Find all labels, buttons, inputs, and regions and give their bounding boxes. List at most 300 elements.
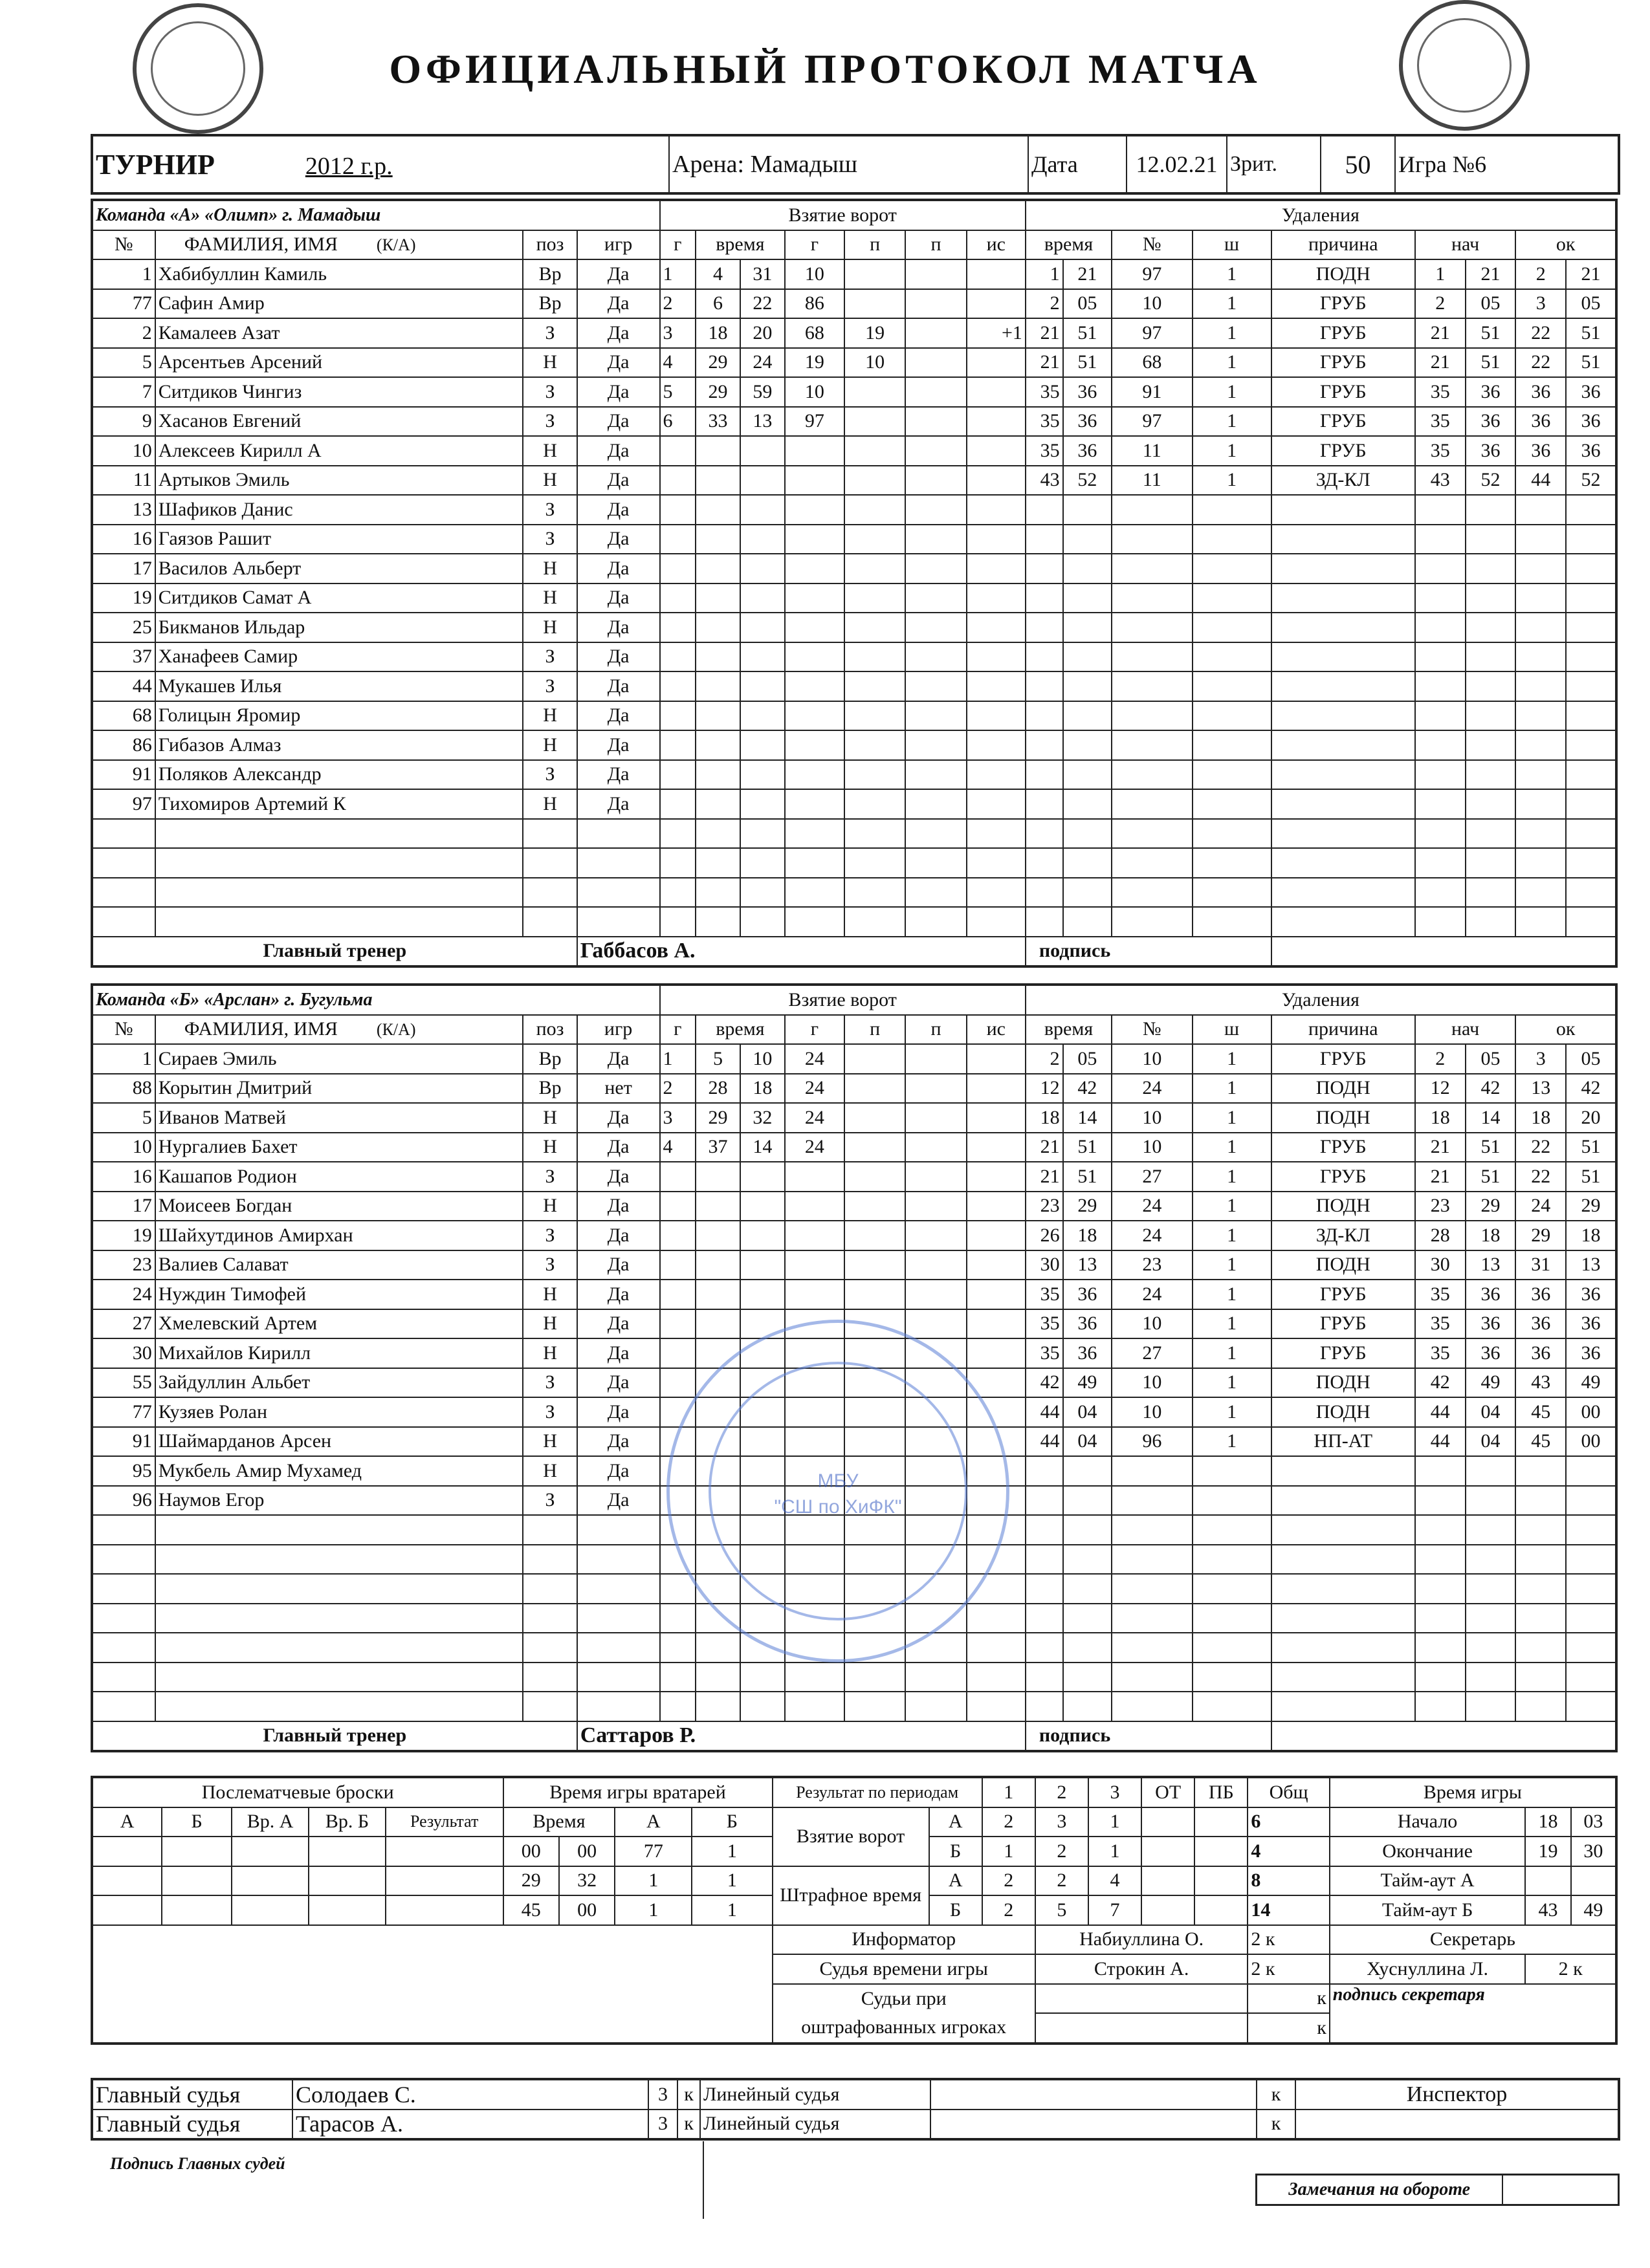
penalty-start-min: 35	[1415, 1309, 1466, 1339]
table-row	[92, 907, 1616, 937]
player-number: 13	[92, 495, 155, 525]
player-name: Кузяев Ролан	[155, 1397, 523, 1427]
penalty-end-min	[1515, 878, 1566, 908]
goal-scorer	[785, 1250, 844, 1280]
goal-assist-1	[844, 1692, 905, 1721]
penalty-start-sec	[1466, 878, 1516, 908]
player-played: Да	[577, 525, 660, 554]
player-played: Да	[577, 1338, 660, 1368]
goal-second	[740, 1692, 785, 1721]
penalty-player: 24	[1112, 1074, 1192, 1104]
goal-second	[740, 1192, 785, 1221]
table-row	[92, 377, 1616, 407]
player-number	[92, 1604, 155, 1633]
goal-assist-1	[844, 1103, 905, 1133]
goal-number	[660, 1368, 696, 1398]
goal-number	[660, 730, 696, 760]
notes-label: Замечания на обороте	[1257, 2175, 1502, 2205]
player-position	[523, 1545, 577, 1575]
game-number: Игра №6	[1395, 135, 1619, 193]
goal-second	[740, 1162, 785, 1192]
player-number: 5	[92, 348, 155, 378]
penalty-end-min	[1515, 1456, 1566, 1486]
gk-row-min: 45	[503, 1895, 559, 1925]
player-played: Да	[577, 259, 660, 289]
goal-situation	[967, 1192, 1026, 1221]
inspector-label: Инспектор	[1295, 2079, 1619, 2110]
secretary-category: 2	[1558, 1957, 1568, 1979]
gk-row-a: 1	[615, 1866, 692, 1896]
penalty-end-min	[1515, 1633, 1566, 1663]
goal-situation: +1	[967, 318, 1026, 348]
goal-minute: 28	[696, 1074, 740, 1104]
player-played: Да	[577, 1368, 660, 1398]
penalty-start-sec: 29	[1466, 1192, 1516, 1221]
penalty-reason: НП-АТ	[1271, 1427, 1415, 1457]
goal-minute: 4	[696, 259, 740, 289]
penalty-start-min	[1415, 1515, 1466, 1545]
period-1-header: 1	[982, 1777, 1035, 1807]
penalty-end-sec: 51	[1566, 318, 1616, 348]
goal-assist-1	[844, 1250, 905, 1280]
penalty-second: 51	[1063, 1162, 1112, 1192]
penalty-player	[1112, 819, 1192, 849]
goal-assist-1	[844, 907, 905, 937]
goal-assist-2	[905, 1663, 966, 1692]
penalty-end-sec	[1566, 613, 1616, 642]
penalty-minutes: 1	[1193, 1368, 1271, 1398]
penalty-reason: ПОДН	[1271, 1192, 1415, 1221]
player-number: 96	[92, 1486, 155, 1516]
penalty-minutes	[1193, 1456, 1271, 1486]
goal-situation	[967, 1604, 1026, 1633]
player-played	[577, 1515, 660, 1545]
player-played: Да	[577, 289, 660, 319]
table-row	[92, 318, 1616, 348]
penalty-end-sec: 00	[1566, 1397, 1616, 1427]
goal-assist-1	[844, 1663, 905, 1692]
penalty-second: 18	[1063, 1221, 1112, 1250]
player-played	[577, 1574, 660, 1604]
penalty-start-min: 35	[1415, 436, 1466, 466]
penalty-end-min: 36	[1515, 1280, 1566, 1309]
penalty-second	[1063, 642, 1112, 672]
player-position: Н	[523, 1192, 577, 1221]
goal-number	[660, 554, 696, 583]
end-minute: 30	[1571, 1837, 1616, 1866]
penalty-minutes	[1193, 789, 1271, 819]
penalty-minutes	[1193, 1633, 1271, 1663]
goal-assist-2	[905, 466, 966, 496]
penalty-minute: 35	[1026, 1338, 1063, 1368]
penalty-reason: ГРУБ	[1271, 1309, 1415, 1339]
penalty-reason	[1271, 613, 1415, 642]
player-played: Да	[577, 642, 660, 672]
penalty-player: 68	[1112, 348, 1192, 378]
penalty-minute: 2	[1026, 1044, 1063, 1074]
player-number	[92, 878, 155, 908]
col-penalty-end: ок	[1515, 230, 1616, 260]
penalty-end-sec	[1566, 730, 1616, 760]
end-label: Окончание	[1330, 1837, 1526, 1866]
main-referee-1: Солодаев С.	[292, 2079, 648, 2110]
penalty-start-sec: 36	[1466, 407, 1516, 437]
penalty-reason: ПОДН	[1271, 1074, 1415, 1104]
table-row	[92, 259, 1616, 289]
col-penalty-player: №	[1112, 230, 1192, 260]
penalty-minute	[1026, 554, 1063, 583]
penalty-end-sec	[1566, 878, 1616, 908]
player-played: Да	[577, 671, 660, 701]
penalty-end-min	[1515, 613, 1566, 642]
penalty-end-min: 36	[1515, 377, 1566, 407]
player-name: Шафиков Данис	[155, 495, 523, 525]
penalty-minute	[1026, 848, 1063, 878]
player-played: Да	[577, 1162, 660, 1192]
player-played: Да	[577, 1427, 660, 1457]
col-name	[155, 1015, 523, 1045]
penalty-player	[1112, 1633, 1192, 1663]
goal-number	[660, 495, 696, 525]
player-position: Н	[523, 789, 577, 819]
penalty-minute	[1026, 760, 1063, 790]
player-name: Нургалиев Бахет	[155, 1133, 523, 1162]
penalty-reason	[1271, 1545, 1415, 1575]
penbox-k-2: к	[1248, 2013, 1329, 2044]
goal-second: 32	[740, 1103, 785, 1133]
main-referee-label: Главный судья	[92, 2110, 292, 2140]
goal-assist-1	[844, 466, 905, 496]
goal-minute	[696, 1192, 740, 1221]
spectators-label: Зрит.	[1227, 135, 1321, 193]
penalty-end-sec	[1566, 1604, 1616, 1633]
penalty-end-sec: 51	[1566, 348, 1616, 378]
goal-scorer	[785, 1192, 844, 1221]
goal-scorer: 97	[785, 407, 844, 437]
goal-assist-1	[844, 1221, 905, 1250]
player-name	[155, 848, 523, 878]
goal-number	[660, 1604, 696, 1633]
penalty-minute: 35	[1026, 377, 1063, 407]
line-referee-label: Линейный судья	[700, 2110, 930, 2140]
line-referee-2-k: к	[1257, 2110, 1295, 2140]
player-name: Василов Альберт	[155, 554, 523, 583]
player-number: 19	[92, 583, 155, 613]
player-played: Да	[577, 466, 660, 496]
timekeeper-label: Судья времени игры	[773, 1954, 1035, 1984]
goal-second	[740, 1250, 785, 1280]
penalty-second	[1063, 1633, 1112, 1663]
player-position: Н	[523, 730, 577, 760]
penalty-start-min	[1415, 819, 1466, 849]
penalty-start-min: 42	[1415, 1368, 1466, 1398]
player-played: Да	[577, 1456, 660, 1486]
goal-minute: 33	[696, 407, 740, 437]
penalty-reason: ГРУБ	[1271, 318, 1415, 348]
date-value: 12.02.21	[1127, 135, 1227, 193]
goal-minute: 29	[696, 348, 740, 378]
penalty-start-min: 21	[1415, 1162, 1466, 1192]
player-played: Да	[577, 318, 660, 348]
penalty-start-sec	[1466, 583, 1516, 613]
goal-assist-1	[844, 730, 905, 760]
player-played: Да	[577, 495, 660, 525]
player-played: Да	[577, 377, 660, 407]
penalty-reason	[1271, 819, 1415, 849]
penalty-start-sec	[1466, 671, 1516, 701]
goal-situation	[967, 1338, 1026, 1368]
player-played: Да	[577, 730, 660, 760]
player-number: 16	[92, 525, 155, 554]
player-position: Н	[523, 554, 577, 583]
penalty-reason	[1271, 848, 1415, 878]
goal-situation	[967, 525, 1026, 554]
timeout-a-sec	[1571, 1866, 1616, 1896]
penalty-end-min: 22	[1515, 1162, 1566, 1192]
player-position: Н	[523, 1280, 577, 1309]
col-number: №	[92, 1015, 155, 1045]
team-name: Команда «Б» «Арслан» г. Бугульма	[92, 985, 660, 1015]
penalty-end-min	[1515, 848, 1566, 878]
goal-minute	[696, 701, 740, 731]
goals-a-pb	[1194, 1807, 1248, 1837]
penalty-player	[1112, 878, 1192, 908]
goal-assist-1	[844, 1280, 905, 1309]
pim-team-b: Б	[929, 1895, 982, 1925]
goal-second	[740, 495, 785, 525]
goal-scorer: 10	[785, 377, 844, 407]
player-number: 1	[92, 259, 155, 289]
goal-assist-1	[844, 819, 905, 849]
goal-second	[740, 1221, 785, 1250]
coach-signature-label: подпись	[1026, 1721, 1271, 1752]
col-assist-1: п	[844, 230, 905, 260]
penalty-player: 97	[1112, 259, 1192, 289]
penalty-minute: 35	[1026, 1280, 1063, 1309]
player-position	[523, 878, 577, 908]
gk-row-b: 1	[692, 1837, 772, 1866]
penalty-minutes: 1	[1193, 259, 1271, 289]
gk-row-a: 1	[615, 1895, 692, 1925]
player-number: 44	[92, 671, 155, 701]
goal-assist-1	[844, 407, 905, 437]
player-played: нет	[577, 1074, 660, 1104]
goal-second	[740, 760, 785, 790]
goal-second	[740, 554, 785, 583]
goal-number: 1	[660, 1044, 696, 1074]
penalty-minutes: 1	[1193, 1250, 1271, 1280]
player-name	[155, 1663, 523, 1692]
goal-scorer	[785, 1280, 844, 1309]
penalty-end-sec: 05	[1566, 1044, 1616, 1074]
goal-number	[660, 1633, 696, 1663]
penalty-end-sec	[1566, 554, 1616, 583]
goal-minute	[696, 525, 740, 554]
penalty-second: 05	[1063, 1044, 1112, 1074]
goal-second: 14	[740, 1133, 785, 1162]
goal-number	[660, 1280, 696, 1309]
penalty-minute: 26	[1026, 1221, 1063, 1250]
penalty-end-min	[1515, 1692, 1566, 1721]
goals-b-ot	[1141, 1837, 1194, 1866]
penalty-minutes	[1193, 1574, 1271, 1604]
player-position: Вр	[523, 1044, 577, 1074]
shootout-col-a: А	[92, 1807, 162, 1837]
informer-category: 2	[1251, 1928, 1261, 1950]
goal-assist-2	[905, 671, 966, 701]
penalty-start-sec	[1466, 819, 1516, 849]
penalty-end-min: 43	[1515, 1368, 1566, 1398]
penalty-start-sec	[1466, 1545, 1516, 1575]
player-name: Валиев Салават	[155, 1250, 523, 1280]
goal-assist-1	[844, 289, 905, 319]
table-row	[92, 1192, 1616, 1221]
penbox-label-2: оштрафованных игроках	[773, 2013, 1035, 2044]
goal-second: 10	[740, 1044, 785, 1074]
penalty-start-sec	[1466, 1663, 1516, 1692]
goal-second	[740, 730, 785, 760]
player-position	[523, 848, 577, 878]
col-goal-scorer: г	[785, 230, 844, 260]
penalty-player	[1112, 1574, 1192, 1604]
penalty-second	[1063, 907, 1112, 937]
penalty-end-sec: 29	[1566, 1192, 1616, 1221]
penalty-reason: ГРУБ	[1271, 1133, 1415, 1162]
penalty-start-min: 44	[1415, 1427, 1466, 1457]
penalty-player: 10	[1112, 1368, 1192, 1398]
goal-assist-1	[844, 642, 905, 672]
goal-situation	[967, 1162, 1026, 1192]
col-goal-time: время	[696, 1015, 785, 1045]
start-hour: 18	[1525, 1807, 1570, 1837]
penalty-minutes	[1193, 730, 1271, 760]
penalty-reason: ГРУБ	[1271, 1338, 1415, 1368]
tournament-label: ТУРНИР	[96, 148, 215, 180]
player-position: Н	[523, 1309, 577, 1339]
player-number: 77	[92, 1397, 155, 1427]
penalty-reason	[1271, 642, 1415, 672]
player-position	[523, 1574, 577, 1604]
col-goal-time: время	[696, 230, 785, 260]
goal-number: 6	[660, 407, 696, 437]
penalty-minute	[1026, 1692, 1063, 1721]
penalty-minute: 2	[1026, 289, 1063, 319]
goal-minute	[696, 554, 740, 583]
goal-scorer	[785, 730, 844, 760]
penalty-minute	[1026, 730, 1063, 760]
penalty-player	[1112, 1604, 1192, 1633]
penalty-reason	[1271, 1574, 1415, 1604]
player-name	[155, 1574, 523, 1604]
penalty-minute	[1026, 878, 1063, 908]
gk-col-b: Б	[692, 1807, 772, 1837]
goal-assist-2	[905, 554, 966, 583]
player-position: З	[523, 525, 577, 554]
player-played: Да	[577, 1103, 660, 1133]
goal-number	[660, 583, 696, 613]
goal-second: 24	[740, 348, 785, 378]
penalty-minutes	[1193, 525, 1271, 554]
gk-row-sec: 32	[559, 1866, 615, 1896]
goals-team-b: Б	[929, 1837, 982, 1866]
goal-situation	[967, 848, 1026, 878]
penalty-reason	[1271, 1456, 1415, 1486]
penalty-end-min: 24	[1515, 1192, 1566, 1221]
penalty-reason: ПОДН	[1271, 1103, 1415, 1133]
goal-situation	[967, 878, 1026, 908]
player-number: 88	[92, 1074, 155, 1104]
player-played: Да	[577, 554, 660, 583]
penalty-player: 10	[1112, 1309, 1192, 1339]
player-played	[577, 907, 660, 937]
table-row	[92, 1663, 1616, 1692]
penalty-minutes: 1	[1193, 1338, 1271, 1368]
secretary-signature-label: подпись секретаря	[1330, 1984, 1616, 2044]
goals-b-p2: 2	[1035, 1837, 1088, 1866]
penalty-minutes: 1	[1193, 1044, 1271, 1074]
player-position: Н	[523, 1103, 577, 1133]
main-referee-2-category: 3	[648, 2110, 677, 2140]
goal-assist-2	[905, 1250, 966, 1280]
goal-second	[740, 642, 785, 672]
penalty-end-min: 36	[1515, 436, 1566, 466]
player-name: Алексеев Кирилл А	[155, 436, 523, 466]
goals-b-p3: 1	[1088, 1837, 1141, 1866]
penalty-minute: 44	[1026, 1397, 1063, 1427]
penalty-end-min: 22	[1515, 1133, 1566, 1162]
penalty-second: 42	[1063, 1074, 1112, 1104]
player-played: Да	[577, 1397, 660, 1427]
player-played: Да	[577, 407, 660, 437]
penalty-second	[1063, 525, 1112, 554]
col-penalty-start: нач	[1415, 1015, 1516, 1045]
goal-situation	[967, 554, 1026, 583]
col-assist-2: п	[905, 230, 966, 260]
table-row	[92, 495, 1616, 525]
shootout-col-result: Результат	[386, 1807, 503, 1837]
penalty-minute	[1026, 1515, 1063, 1545]
penbox-label-1: Судьи при	[773, 1984, 1035, 2014]
penalty-start-sec: 18	[1466, 1221, 1516, 1250]
goal-assist-2	[905, 436, 966, 466]
coach-label: Главный тренер	[92, 1721, 577, 1752]
gk-col-a: А	[615, 1807, 692, 1837]
penalty-player	[1112, 671, 1192, 701]
penalty-reason: ГРУБ	[1271, 1280, 1415, 1309]
penalty-minutes	[1193, 613, 1271, 642]
penalty-end-min	[1515, 525, 1566, 554]
gk-row-sec: 00	[559, 1895, 615, 1925]
period-pb-header: ПБ	[1194, 1777, 1248, 1807]
player-name: Камалеев Азат	[155, 318, 523, 348]
goal-assist-2	[905, 760, 966, 790]
pim-a-p2: 2	[1035, 1866, 1088, 1896]
player-name: Иванов Матвей	[155, 1103, 523, 1133]
penalty-end-min	[1515, 1486, 1566, 1516]
penalty-end-sec: 52	[1566, 466, 1616, 496]
pim-a-p1: 2	[982, 1866, 1035, 1896]
main-referee-1-k: к	[677, 2079, 700, 2110]
table-row	[92, 760, 1616, 790]
main-referee-label: Главный судья	[92, 2079, 292, 2110]
penalty-start-min	[1415, 878, 1466, 908]
penalty-reason: ПОДН	[1271, 1368, 1415, 1398]
penalty-start-min: 18	[1415, 1103, 1466, 1133]
goal-assist-2	[905, 1044, 966, 1074]
penalty-player	[1112, 1486, 1192, 1516]
goal-situation	[967, 819, 1026, 849]
player-played: Да	[577, 1486, 660, 1516]
